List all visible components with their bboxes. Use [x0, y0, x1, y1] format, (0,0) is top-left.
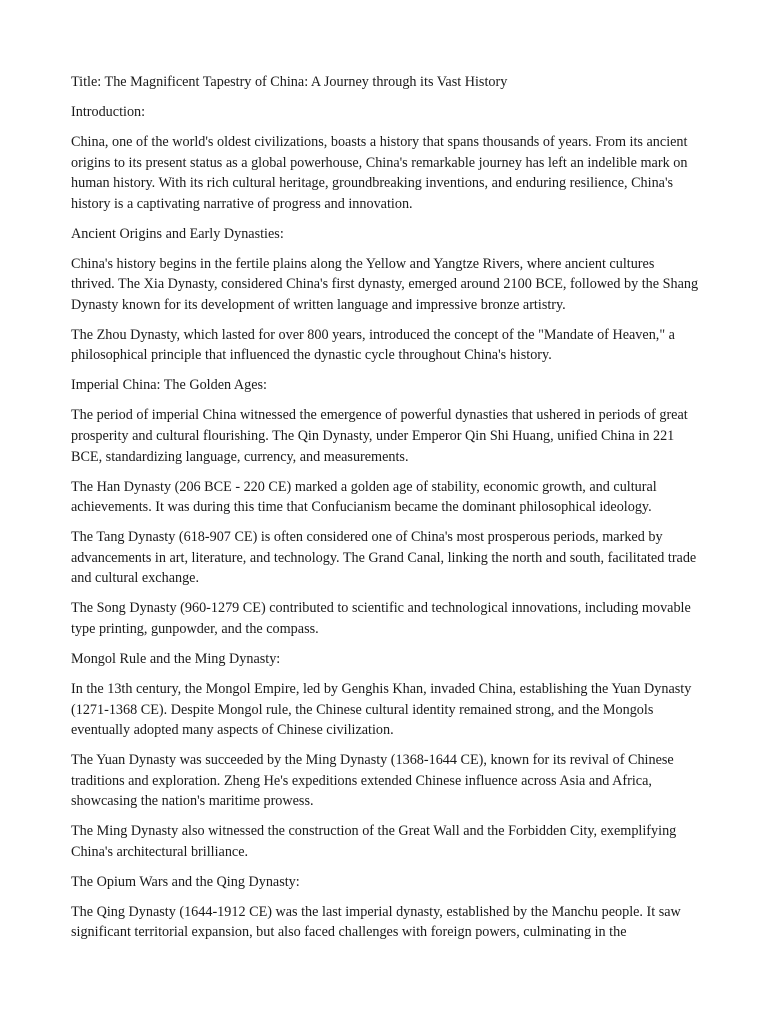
paragraph-imperial-2: The Han Dynasty (206 BCE - 220 CE) marked a golden age of stability, economic growth, and cultural achievements. It was during this time that Confucianism became the dominant philosophical ideology. — [71, 478, 657, 516]
paragraph-ancient-1: China's history begins in the fertile plains along the Yellow and Yangtze Rivers, where ancient cultures thrived. The Xia Dynasty, considered China's first dynasty, emerged around 2100 BCE, followed by the Shang Dynasty known for its development of written language and impressive bronze artistry. — [71, 255, 699, 313]
paragraph-mongol-3: The Ming Dynasty also witnessed the construction of the Great Wall and the Forbidden City, exemplifying China's architectural brilliance. — [71, 823, 677, 860]
section-heading-opium-qing: The Opium Wars and the Qing Dynasty: — [71, 873, 300, 890]
paragraph-mongol-1: In the 13th century, the Mongol Empire, led by Genghis Khan, invaded China, establishing the Yuan Dynasty (1271-1368 CE). Despite Mongol rule, the Chinese cultural identity remained strong, and the Mongols eventually adopted many aspects of Chinese civilization. — [71, 680, 692, 739]
paragraph-imperial-3: The Tang Dynasty (618-907 CE) is often considered one of China's most prosperous periods, marked by advancements in art, literature, and technology. The Grand Canal, linking the north and south, facilitated trade and cultural exchange. — [71, 529, 697, 587]
section-heading-introduction: Introduction: — [71, 103, 146, 120]
paragraph-imperial-4: The Song Dynasty (960-1279 CE) contributed to scientific and technological innovations, including movable type printing, gunpowder, and the compass. — [71, 600, 691, 637]
section-heading-mongol-ming: Mongol Rule and the Ming Dynasty: — [71, 650, 281, 667]
document-body — [71, 72, 701, 952]
paragraph-qing-1: The Qing Dynasty (1644-1912 CE) was the last imperial dynasty, established by the Manchu people. It saw significant territorial expansion, but also faced challenges with foreign powers, culminating in the — [71, 903, 681, 941]
document-title: Title: The Magnificent Tapestry of China: A Journey through its Vast History — [71, 74, 508, 90]
paragraph-mongol-2: The Yuan Dynasty was succeeded by the Ming Dynasty (1368-1644 CE), known for its revival of Chinese traditions and exploration. Zheng He's expeditions extended Chinese influence across Asia and Africa, showcasing the nation's maritime prowess. — [71, 752, 674, 810]
paragraph-introduction: China, one of the world's oldest civilizations, boasts a history that spans thousands of years. From its ancient origins to its present status as a global powerhouse, China's remarkable journey has left an indelible mark on human history. With its rich cultural heritage, groundbreaking inventions, and enduring resilience, China's history is a captivating narrative of progress and innovation. — [71, 133, 688, 212]
paragraph-ancient-2: The Zhou Dynasty, which lasted for over 800 years, introduced the concept of the "Mandate of Heaven," a philosophical principle that influenced the dynastic cycle throughout China's history. — [71, 326, 675, 364]
paragraph-imperial-1: The period of imperial China witnessed the emergence of powerful dynasties that ushered in periods of great prosperity and cultural flourishing. The Qin Dynasty, under Emperor Qin Shi Huang, unified China in 221 BCE, standardizing language, currency, and measurements. — [71, 407, 688, 465]
section-heading-imperial-china: Imperial China: The Golden Ages: — [71, 377, 267, 394]
section-heading-ancient-origins: Ancient Origins and Early Dynasties: — [71, 225, 284, 242]
